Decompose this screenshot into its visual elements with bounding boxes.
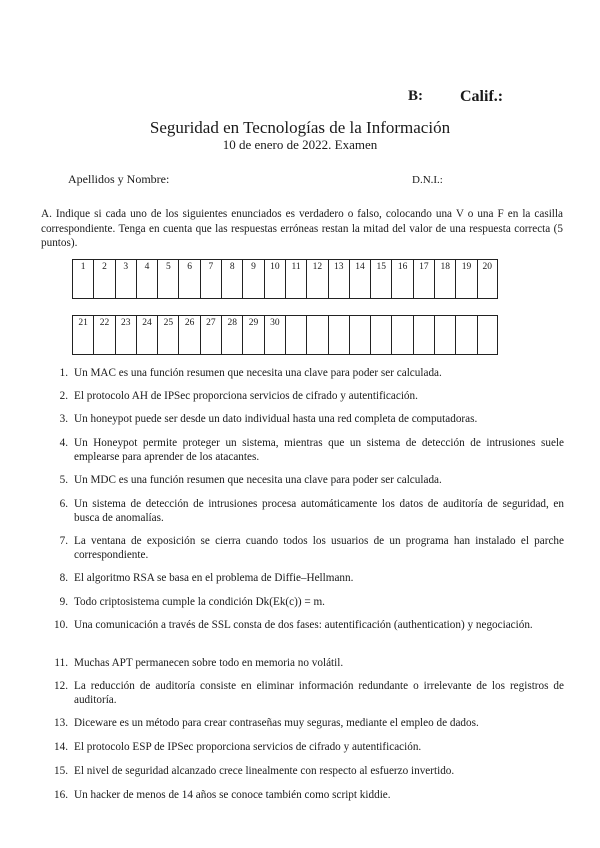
question-text: El nivel de seguridad alcanzado crece linealmente con respecto al esfuerzo invertido. xyxy=(74,765,455,777)
question-number: 2. xyxy=(59,390,68,402)
answer-box-number: 4 xyxy=(144,262,150,272)
answer-box[interactable] xyxy=(264,259,285,299)
answer-box[interactable] xyxy=(434,315,455,355)
question-text: El algoritmo RSA se basa en el problema de Diffie–Hellmann. xyxy=(74,572,354,584)
grade-label: Calif.: xyxy=(460,88,504,105)
answer-box-number: 22 xyxy=(99,318,110,328)
question-item xyxy=(48,740,564,754)
question-number: 16. xyxy=(54,789,68,801)
question-item xyxy=(48,473,564,487)
question-item xyxy=(48,656,564,670)
question-item xyxy=(48,436,564,465)
question-text: Un MAC es una función resumen que necesita una clave para poder ser calculada. xyxy=(74,367,442,379)
answer-box[interactable] xyxy=(391,315,412,355)
question-number: 3. xyxy=(59,413,68,425)
answer-box-number: 2 xyxy=(102,262,107,272)
answer-box-number: 8 xyxy=(229,262,235,272)
answer-box-number: 23 xyxy=(120,318,131,328)
question-item xyxy=(48,716,564,730)
answer-box[interactable] xyxy=(264,315,285,355)
question-item xyxy=(48,679,564,708)
answer-box-number: 25 xyxy=(163,318,174,328)
answer-box-number: 14 xyxy=(355,262,365,272)
answer-box[interactable] xyxy=(93,315,114,355)
answer-box[interactable] xyxy=(413,259,434,299)
answer-box-number: 30 xyxy=(270,318,280,328)
answer-box[interactable] xyxy=(328,315,349,355)
question-item xyxy=(48,595,564,609)
answer-box-number: 9 xyxy=(251,262,256,272)
question-item xyxy=(48,618,564,632)
exam-title: Seguridad en Tecnologías de la Información xyxy=(149,118,451,137)
answer-box[interactable] xyxy=(477,315,498,355)
question-item xyxy=(48,788,564,802)
answer-box[interactable] xyxy=(370,259,391,299)
exam-version: B: xyxy=(408,88,423,104)
question-text: Muchas APT permanecen sobre todo en memoria no volátil. xyxy=(74,657,344,669)
answer-box[interactable] xyxy=(72,259,93,299)
question-number: 15. xyxy=(54,765,68,777)
question-number: 12. xyxy=(54,680,68,692)
answer-box[interactable] xyxy=(221,259,242,299)
answer-box[interactable] xyxy=(477,259,498,299)
question-number: 1. xyxy=(59,367,68,379)
answer-box[interactable] xyxy=(178,259,199,299)
question-number: 11. xyxy=(54,657,68,669)
answer-box[interactable] xyxy=(285,259,306,299)
answer-box[interactable] xyxy=(306,315,327,355)
question-text: Un Honeypot permite proteger un sistema, mientras que un sistema de detección de intrusiones suele emplearse para aprender de los atacantes. xyxy=(74,437,564,464)
answer-box[interactable] xyxy=(242,315,263,355)
answer-box[interactable] xyxy=(200,259,221,299)
answer-box[interactable] xyxy=(115,259,136,299)
answer-box-number: 26 xyxy=(184,318,195,328)
question-item xyxy=(48,389,564,403)
question-text: Un honeypot puede ser desde un dato individual hasta una red completa de computadoras. xyxy=(74,413,478,425)
answer-box[interactable] xyxy=(136,259,157,299)
answer-grid-row-2 xyxy=(72,315,498,355)
answer-box-number: 3 xyxy=(123,262,129,272)
answer-box[interactable] xyxy=(370,315,391,355)
question-text: Diceware es un método para crear contraseñas muy seguras, mediante el empleo de dados. xyxy=(74,717,479,729)
answer-box-number: 12 xyxy=(312,262,323,272)
answer-box[interactable] xyxy=(455,315,476,355)
answer-box[interactable] xyxy=(413,315,434,355)
question-text: El protocolo AH de IPSec proporciona servicios de cifrado y autentificación. xyxy=(74,390,418,402)
answer-box[interactable] xyxy=(200,315,221,355)
question-text: La reducción de auditoría consiste en eliminar información redundante o irrelevante de los registros de auditoría. xyxy=(74,680,564,707)
answer-box[interactable] xyxy=(391,259,412,299)
name-field-label: Apellidos y Nombre: xyxy=(68,172,170,186)
answer-box-number: 7 xyxy=(208,262,214,272)
question-number: 7. xyxy=(59,535,68,547)
question-item xyxy=(48,497,564,526)
answer-box-number: 16 xyxy=(397,262,408,272)
answer-box-number: 21 xyxy=(78,318,88,328)
answer-box-number: 20 xyxy=(482,262,493,272)
answer-box-number: 27 xyxy=(206,318,216,328)
answer-box-number: 17 xyxy=(419,262,429,272)
question-text: Una comunicación a través de SSL consta de dos fases: autentificación (authentication) y negociación. xyxy=(74,619,533,631)
question-text: Un hacker de menos de 14 años se conoce también como script kiddie. xyxy=(74,789,391,801)
answer-box-number: 5 xyxy=(165,262,171,272)
answer-box-number: 15 xyxy=(376,262,387,272)
question-text: Un MDC es una función resumen que necesita una clave para poder ser calculada. xyxy=(74,474,442,486)
question-number: 6. xyxy=(59,498,68,510)
question-number: 10. xyxy=(54,619,68,631)
question-item xyxy=(48,412,564,426)
question-text: Un sistema de detección de intrusiones procesa automáticamente los datos de auditoría de seguridad, en busca de anomalías. xyxy=(74,498,564,525)
answer-box[interactable] xyxy=(285,315,306,355)
question-item xyxy=(48,764,564,778)
answer-box[interactable] xyxy=(115,315,136,355)
question-number: 13. xyxy=(54,717,68,729)
answer-box-number: 6 xyxy=(187,262,192,272)
answer-box-number: 11 xyxy=(291,262,301,272)
question-text: El protocolo ESP de IPSec proporciona servicios de cifrado y autentificación. xyxy=(74,741,422,753)
answer-box[interactable] xyxy=(178,315,199,355)
answer-box[interactable] xyxy=(157,315,178,355)
question-item xyxy=(48,571,564,585)
answer-box-number: 28 xyxy=(227,318,237,328)
answer-box-number: 1 xyxy=(80,262,86,272)
answer-box[interactable] xyxy=(434,259,455,299)
question-item xyxy=(48,366,564,380)
question-number: 4. xyxy=(59,437,68,449)
dni-field-label: D.N.I.: xyxy=(412,174,443,186)
answer-box[interactable] xyxy=(72,315,93,355)
answer-box-number: 24 xyxy=(142,318,152,328)
answer-box[interactable] xyxy=(157,259,178,299)
question-item xyxy=(48,534,564,563)
question-text: Todo criptosistema cumple la condición Dk(Ek(c)) = m. xyxy=(74,596,325,608)
answer-box-number: 19 xyxy=(461,262,472,272)
exam-date: 10 de enero de 2022. Examen xyxy=(222,137,378,152)
question-number: 14. xyxy=(54,741,68,753)
answer-box-number: 18 xyxy=(440,262,450,272)
answer-box[interactable] xyxy=(349,315,370,355)
question-number: 8. xyxy=(59,572,68,584)
answer-box[interactable] xyxy=(328,259,349,299)
question-number: 5. xyxy=(59,474,68,486)
header-right xyxy=(408,88,504,105)
question-text: La ventana de exposición se cierra cuando todos los usuarios de un programa han instalado el parche correspondiente. xyxy=(74,535,564,562)
answer-box-number: 10 xyxy=(270,262,280,272)
question-number: 9. xyxy=(59,596,68,608)
answer-grid-row-1 xyxy=(72,259,498,299)
answer-box[interactable] xyxy=(455,259,476,299)
answer-box-number: 29 xyxy=(248,318,259,328)
answer-box[interactable] xyxy=(93,259,114,299)
instructions: A. Indique si cada uno de los siguientes enunciados es verdadero o falso, colocando una V o una F en la casilla correspondiente. Tenga en cuenta que las respuestas erróneas restan la mitad del valor de una respuesta correcta (5 puntos). xyxy=(41,208,563,249)
answer-box[interactable] xyxy=(136,315,157,355)
answer-box-number: 13 xyxy=(333,262,344,272)
answer-box[interactable] xyxy=(306,259,327,299)
answer-box[interactable] xyxy=(349,259,370,299)
answer-box[interactable] xyxy=(221,315,242,355)
answer-box[interactable] xyxy=(242,259,263,299)
